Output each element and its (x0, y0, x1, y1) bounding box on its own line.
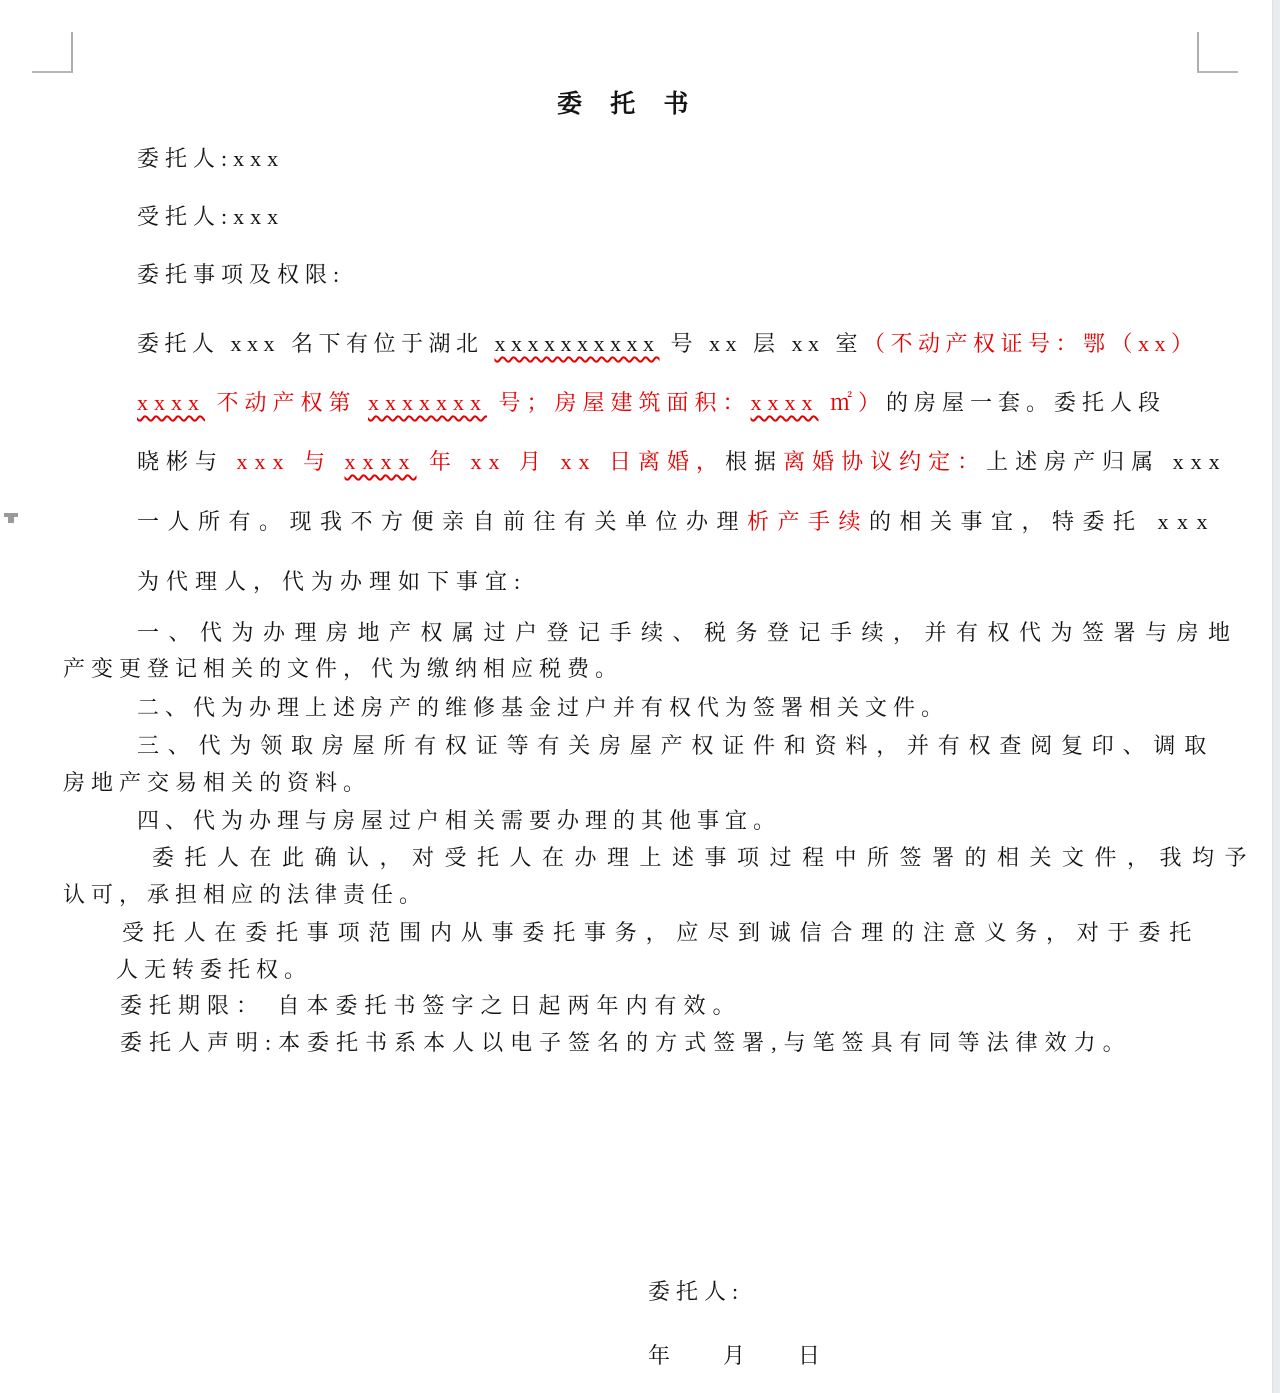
red-text-segment: 号；房屋建筑面积： (487, 390, 751, 415)
text-line (137, 389, 1166, 417)
text-line (137, 508, 1216, 536)
text-line (137, 619, 1240, 647)
document-title: 委 托 书 (557, 91, 700, 118)
red-text-segment: 析产手续 (747, 509, 870, 534)
text-line (63, 881, 427, 909)
text-segment: 晓彬与 (137, 449, 237, 474)
text-segment: 产变更登记相关的文件，代为缴纳相应税费。 (63, 656, 624, 681)
text-segment: 四、代为办理与房屋过户相关需要办理的其他事宜。 (137, 808, 782, 833)
text-line (116, 956, 312, 984)
text-line (120, 1029, 1132, 1057)
text-line (137, 807, 781, 835)
text-segment: 年 月 日 (648, 1343, 824, 1368)
text-segment: 委托事项及权限: (137, 262, 346, 287)
text-line (63, 769, 371, 797)
page-right-gutter (1272, 0, 1280, 1393)
red-text-segment: xxxx (137, 390, 205, 415)
red-text-segment: 离婚协议约定： (783, 449, 987, 474)
red-text-segment: 不动产权第 (205, 390, 369, 415)
signature-party-line (648, 1278, 744, 1306)
margin-crop-mark-top-right (1197, 32, 1238, 73)
text-segment: 委托人: (648, 1279, 745, 1304)
text-segment: 委托人在此确认，对受托人在办理上述事项过程中所签署的相关文件，我均予 (152, 845, 1258, 870)
red-text-segment: xxx 与 (236, 449, 345, 474)
red-text-segment: xxxx (344, 449, 417, 474)
text-segment: 二、代为办理上述房产的维修基金过户并有权代为签署相关文件。 (137, 695, 950, 720)
text-segment: 的房屋一套。委托人段 (886, 390, 1167, 415)
text-segment: 受托人在委托事项范围内从事委托事务，应尽到诚信合理的注意义务，对于委托 (122, 920, 1201, 945)
red-text-segment: ㎡） (818, 390, 887, 415)
text-line (137, 203, 284, 231)
text-line (63, 655, 623, 683)
text-segment: 认可，承担相应的法律责任。 (63, 882, 428, 907)
margin-crop-mark-top-left (32, 32, 73, 73)
red-text-segment: xxxx (750, 390, 819, 415)
text-segment: 委托期限： 自本委托书签字之日起两年内有效。 (120, 993, 742, 1018)
text-line (137, 568, 527, 596)
text-segment: 委托人声明:本委托书系本人以电子签名的方式签署,与笔签具有同等法律效力。 (120, 1030, 1132, 1055)
text-line (137, 732, 1215, 760)
text-segment: 上述房产归属 xxx (986, 449, 1227, 474)
text-line (120, 992, 742, 1020)
text-segment: 委托人:xxx (137, 146, 285, 171)
text-segment: 委托人 xxx 名下有位于湖北 (137, 331, 495, 356)
text-segment: 的相关事宜，特委托 xxx (869, 509, 1217, 534)
indent-marker-icon (4, 513, 18, 523)
text-line (137, 261, 345, 289)
text-segment: 为代理人，代为办理如下事宜: (137, 569, 528, 594)
text-line (152, 844, 1257, 872)
text-segment: 人无转委托权。 (116, 957, 313, 982)
text-line (137, 694, 949, 722)
red-text-segment: 年 xx 月 xx 日离婚， (416, 449, 726, 474)
text-line (137, 145, 284, 173)
red-text-segment: xxxxxxx (368, 390, 488, 415)
text-segment: 号 xx 层 xx 室 (659, 331, 864, 356)
text-segment: 一、代为办理房地产权属过户登记手续、税务登记手续，并有权代为签署与房地 (137, 620, 1240, 645)
text-segment: 一人所有。现我不方便亲自前往有关单位办理 (137, 509, 748, 534)
text-segment: xxxxxxxxxx (494, 331, 660, 356)
signature-date-line (648, 1342, 823, 1370)
text-segment: 房地产交易相关的资料。 (63, 770, 372, 795)
text-line (137, 330, 1199, 358)
text-segment: 三、代为领取房屋所有权证等有关房屋产权证件和资料，并有权查阅复印、调取 (137, 733, 1216, 758)
text-line (137, 448, 1227, 476)
text-segment: 根据 (725, 449, 784, 474)
text-line (122, 919, 1200, 947)
red-text-segment: （不动产权证号：鄂（xx） (863, 331, 1199, 356)
text-segment: 受托人:xxx (137, 204, 285, 229)
